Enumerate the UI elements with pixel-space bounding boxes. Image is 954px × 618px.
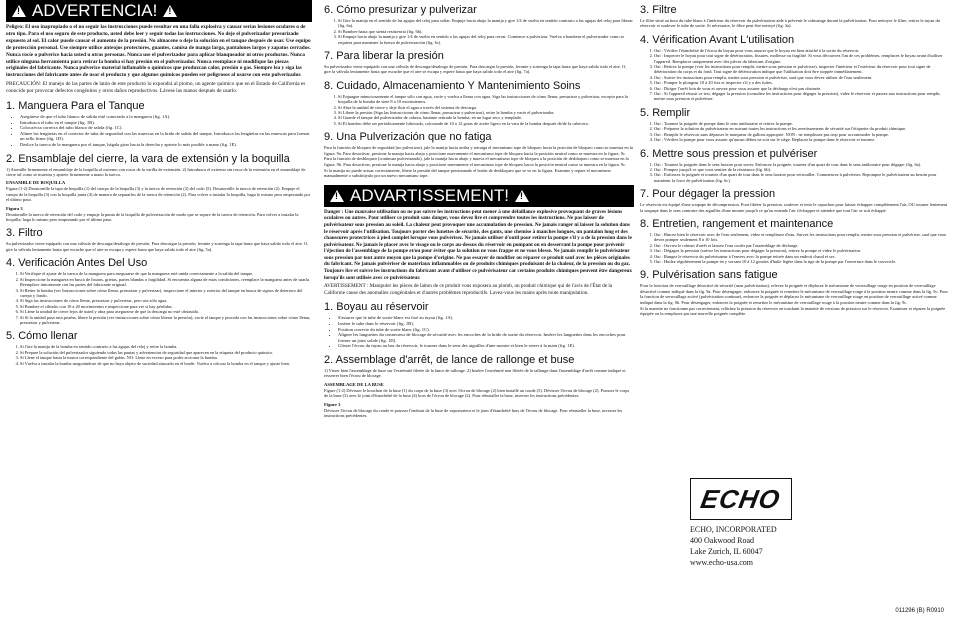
section-title: 8. Entretien, rangement et maintenance [640,217,834,230]
list-item: 2. Oui : Inspecter le boyau pour tout signe de détérioration, fissures, mollesse ou fragilité. Si vous découvrez l'un de ces problèmes, remplacez le boyau avant d'utiliser l'appareil. Remplacer uniquement avec des pièces du fabricant d'origine. [654,53,948,64]
section-text: Le filtre situé au bout du tube blanc à l'intérieur du réservoir du pulvérisateur aide à prévenir le colmatage durant la pulvérisation. Pour nettoyer le filtre, retirer le tuyau du réservoir et soulever le tube de sortie. Si nécessaire, le filtre peut être nettoyé (fig. 3a). [640,18,940,29]
list-item: • Asegúrese de que el tubo blanco de salida esté conectado a la manguera (fig. 1A). [20,114,312,120]
section-list [6,271,312,325]
section-title: 7. Pour dégager la pression [640,188,776,201]
list-item: 5. Sí Bombee el cilindro con 10 a 20 movimientos e inspeccione para ver si hay pérdidas. [20,304,312,309]
list-item: • S'assurer que le tube de sortie blanc est fixé au tuyau (fig. 1A). [338,315,634,321]
list-item: • Glisser l'écrou du tuyau au bas du réservoir, le tourner dans le sens des aiguilles d'une montre et bien le serrer à la main (fig. 1E). [338,343,634,349]
section-list [6,344,312,366]
section-list [6,114,312,148]
list-item: • Coloca/ecta correcta del tubo blanco de salida (fig. 1C). [20,125,312,131]
section-title: 6. Cómo presurizar y pulverizar [324,4,477,16]
section-text: Figure (1-2) Dévisser le bouchon de la buse (1) du corps de la buse (3) avec l'écrou de blocage (2) bien installé au coude (5). Dévisser l'écrou de blocage (2). Pousser le corps de la buse (3) avec le joint d'étanchéité de la buse (4) hors de l'écrou de blocage (2). Pour réinstaller la buse, inverser les instructions précédentes. [324,387,630,399]
section-text: Dévisser l'écrou de blocage du coude et pousser l'embout de la buse de vaporisateur et le joint d'étanchéité hors de l'écrou de blocage. Pour réinstaller la buse, inverser les instructions précédentes. [324,407,623,419]
list-item: 2. Sí Abra la unidad de cierre y deje fluir el agua a través del sistema de descarga. [338,105,634,110]
list-item: 1. Sí Enjuague minuciosamente el tanque sólo con agua, vacíe y vuelva a llenar con agua. Siga las instrucciones de cómo llenar, presurizar y pulverizar, excepto para la boquilla de la bomba de siete 8 a 10 movimientos. [338,94,634,105]
list-item: 5. Sí El hombro debe ser periódicamente lubricado, colocando de 10 a 12 gotas de aceite ligero en la vara de la bomba después de/de la cabecera. [338,121,634,126]
list-item: 7. Oui : Si l'appareil réussit ce test, dégager la pression (consultez les instructions pour dégager la pression), videz le réservoir et passez aux instructions pour remplir, mettre sous pression et pulvériser. [654,91,948,102]
warning-triangle-icon [330,190,344,202]
list-item: 2. Sí Bombee hasta que sienta resistencia (fig. 6b). [338,29,634,34]
section-subhead: Figura 3 [6,205,23,211]
list-item: 4. Oui : Vérifiez la pompe pour vous assurer qu'aucun débris ne soit sur le siège. Replacez la pompe dans le réservoir et tournez. [654,137,948,142]
section-list [640,232,948,264]
section-list [324,315,634,349]
section-text: Desatornille la tuerca de retención del codo y empuje la punta de la boquilla de pulverización de modo que se separe de la tuerca de retención. Para volver a instalar la boquilla, haga lo mismo pero empezando por el último paso. [6,211,299,223]
company-line: Lake Zurich, IL 60047 [690,547,763,556]
section-text: Le réservoir est équipé d'une soupape de décompression. Pour libérer la pression, soulever et tenir le capuchon pour laisser échapper complètement l'air, OU tourner lentement la soupape dans le sens contraire des aiguilles d'une montre jusqu'à ce qu'on entende l'air s'échapper et attendre que tout l'air se soit échappé. [640,202,948,213]
section-list [640,162,948,184]
list-item: 3. Sí Empuje hacia abajo la manija y gire 1/4 de vuelta en sentido a las agujas del reloj para cerrar. Comience a pulverizar. Vuelva a bombear el pulverizador como se requiera para mantener la fuerza de pulverización (fig. 6c). [338,34,634,45]
section-title: 2. Ensamblaje del cierre, la vara de extensión y la boquilla [6,152,290,165]
echo-logo [690,478,792,520]
mixed-column [324,0,634,419]
list-item: 3. Oui : Retirez la pompe (voir les instructions pour remplir, mettre sous pression et pulvériser), inspecter l'intérieur et l'extérieur du réservoir pour tout signe de détérioration du corps et du fond. Tout signe de détérioration indique que l'utilisation doit être stoppée immédiatement. [654,64,948,75]
company-line: www.echo-usa.com [690,558,754,567]
spanish-column [6,0,312,366]
section-subhead: Figure 3 [324,401,341,407]
section-title: 4. Vérification Avant L'utilisation [640,33,795,46]
section-title: 1. Boyau au réservoir [324,301,429,314]
list-item: 2. Oui : Ouvrez le robinet d'arrêt et laissez l'eau couler par l'assemblage de décharge. [654,243,948,248]
section-subhead: ASSEMBLAGE DE LA BUSE [324,381,384,387]
section-subhead: ENSAMBLE DE BOQUILLA [6,180,66,186]
list-item: 3. Oui : Enfoncez la poignée et tournez d'un quart de tour dans le sens horaire pour verrouiller. Commencez à pulvériser. Repompez le pulvérisateur au besoin pour maintenir la force de pulvérisation (fig. 6c). [654,172,948,183]
list-item: 7. Sí Si la unidad pasa esta prueba, libere la presión (ver instrucciones sobre cómo liberar la presión), vacíe el tanque y proceda con las instrucciones sobre cómo llenar, presurizar y pulverizar. [20,315,312,326]
section-title: 5. Remplir [640,106,691,119]
list-item: • Introduzca el tubo en el tanque (fig. 1B). [20,120,312,126]
list-item: 1. Sí Gire la manija de la bomba en sentido contrario a las agujas del reloj y retire la bomba. [20,344,312,349]
section-title: 9. Pulvérisation sans fatigue [640,269,778,282]
list-item: 1. Oui : Tournez la poignée dans le sens horaire pour serrer. Enfoncez la poignée, tournez d'un quart de tour dans le sens antihoraire pour dégager (fig. 6a). [654,162,948,167]
section-title: 2. Assemblage d'arrêt, de lance de rallonge et buse [324,354,575,366]
warning-banner-fr [324,185,634,207]
list-item: 4. Sí Guarde el tanque del pulverizador de cabeza, bastante retirado la bomba, en un lugar seco y templado. [338,115,634,120]
list-item: 4. Sí Vuelva a instalar la bomba asegurándose de que no haya objeto de suciedad atascado en el borde. Vuelva a colocar la bomba en el tanque y ajuste bien. [20,361,312,366]
warning-paragraph: Peligro: El uso inapropiado o el no seguir las instrucciones puede resultar en una falla explosiva y causar serias lesiones oculares o de otro tipo. Para el uso seguro de este producto, usted debe leer y seguir todas las instrucciones. No deje el pulverizador presurizado expuesto al sol. El calor puede causar el aumento de la presión. No almacene o deje la solución en el tanque después de usar. Use equipo de protección personal. Use siempre utilice anteojos protectores, guantes, camisa de manga larga, pantalones largos y zapatos cerrados. Nunca rocíe o pulverice hacia usted u otras personas. Nunca use el pulverizador para aplicar blanqueador ni otros productos. Nunca utilice ninguna herramienta para retirar la bomba si hay presión en el pulverizador. Nunca reemplace ni modifique las piezas originales del fabricante. Nunca pulverice material inflamable o químicos que produzcan calor, presión o gas. Siempre lea y siga las instrucciones del fabricante antes de usar el producto y que algunos químicos pueden ser peligrosos al usarse con este pulverizador. [6,24,311,79]
list-item: 5. Oui : Pomper le plongeur 10 à 20 fois et inspecter s'il y a des fuites. [654,80,948,85]
precaution-paragraph: PRECAUCIÓN: El manejo de las partes de latón de este producto lo expondrá al plomo, un agente químico que en el Estado de California es conocido por provocar defectos congénitos y otros daños reproductivos. Lávese las manos después de usarlo. [6,81,306,95]
list-item: 2. Oui : Préparez la solution du pulvérisateur en suivant toutes les instructions et les avertissements de sécurité sur l'étiquette du produit chimique. [654,126,948,131]
section-text: Si la manija no puede actuar correctamente, libere la presión del tanque presionando el botón de desbloqueo que se ve en la figura. Examine y repare el mecanismo manualmente o substitúyalo por un nuevo mecanismo tope. [324,167,611,179]
list-item: • Alinee las lengüetas en el conector de tuba de seguridad con las muescas en la brida de salida del tanque. Introduzca las lengüetas en las muescas para formar un sello firme (fig. 1D). [20,131,312,142]
list-item: 3. Sí Llene el tanque hasta la marca correspondiente del galón. NO: Llene en exceso para poder accionar la bomba. [20,355,312,360]
section-title: 5. Cómo llenar [6,330,78,343]
french-column [640,0,948,318]
section-text: Para la función de bloqueo de seguridad (no pulverizar), jale la manija hacia arriba y retraiga el mecanismo tope de bloqueo hacia la posición de bloqueo como se muestra en la figura. 9a. Para desactivar, presione la manija hacia abajo y posicione nuevamente el mecanismo tope de bloqueo hacia la posición neutral como se muestra en la figura. 9c. Para la función de desbloqueo (continuar pulverizando), jale la manija hacia abajo y mueva el mecanismo tope de bloqueo a la posición de desbloqueo como se muestra en la figura. 9b. Para desactivar, presione la manija hacia abajo y posicione nuevamente el mecanismo tope de bloqueo hacia la posición neutral como se muestra en la figura. 9c. [324,145,633,167]
section-title: 9. Una Pulverización que no fatiga [324,131,492,144]
list-item: 3. Sí Retire la bomba (ver Instrucciones sobre cómo llenar, presurizar y pulverizar), inspeccione el interior y exterior del tanque en busca de signos de deterioro del cuerpo y fondo. [20,288,312,299]
section-list [324,94,634,126]
section-title: 1. Manguera Para el Tanque [6,100,145,113]
warning-banner-text: ADVERTENCIA! [32,1,158,20]
section-title: 3. Filtro [6,227,43,240]
section-title: 3. Filtre [640,4,677,16]
section-list [640,121,948,143]
list-item: 1. Sí Verifique el ajuste de la tuerca de la manguera para asegurarse de que la manguera esté unida correctamente a la salida del tanque. [20,271,312,276]
list-item: • Aligner les languettes du connecteur de blocage de sécurité avec les encoches de la bride de sortie du réservoir. Insérer les languettes dans les encoches pour former un joint solide (fig. 1D). [338,332,634,343]
section-list [640,48,948,102]
list-item: 3. Oui : Remplir le réservoir sans dépasser le marqueur de gallons approprié. NON : ne remplissez pas trop pour accommoder la pompe. [654,132,948,137]
section-list [324,18,634,45]
section-title: 7. Para liberar la presión [324,50,444,63]
list-item: 6. Oui : Diriger l'arrêt loin de vous et ouvrez pour vous assurer que la décharge n'est pas obstruée. [654,86,948,91]
list-item: 2. Sí Inspeccione la manguera en busca de fisuras, grietas, partes blandas o fragilidad. Si encuentra alguna de estas condiciones, reemplace la manguera antes de usarla. Reemplace únicamente con las partes del fabricante original. [20,277,312,288]
section-title: 4. Verificación Antes Del Uso [6,257,148,270]
list-item: 6. Sí Llene la unidad de cierre lejos de usted y abra para asegurarse de que la descarga no esté obstruida. [20,309,312,314]
list-item: 4. Oui : Rangez le réservoir du pulvérisateur à l'envers avec la pompe retirée dans un endroit chaud et sec. [654,254,948,259]
list-item: 4. Oui : Suivre les instructions pour remplir, mettre sous pression et pulvériser, sauf que vous devez utiliser de l'eau seulement. [654,75,948,80]
section-text: Figura (1-2) Desatornille la tapa de boquilla (1) del cuerpo de la boquilla (3) y la tuerca de retención (2) del codo (5). Desatornille la tuerca de retención (2). Empuje el cuerpo de la boquilla (3) con la boquilla junta (4) de manera de separarlos de la tuerca de retención (2). Para volver a instalar la boquilla, haga lo mismo pero empezando por el último paso. [6,186,311,203]
section-text: Si la manette ne fonctionne pas correctement, relâchez la pression du réservoir en touchant la manette de versions de pression sur le réservoir. Examinez et réparez la poignée équipée ou la remplacez par une nouvelle poignée complète. [640,306,946,317]
warning-banner-text: ADVARTISSEMENT! [350,185,510,205]
list-item: 3. Sí Libere la presión (Siga las Instrucciones de cómo llenar, presurizar y pulverizar), retire la bomba y vacíe el pulverizador. [338,110,634,115]
list-item: 4. Sí Siga las instrucciones de cómo llenar, presurizar y pulverizar, pero use sólo agua. [20,298,312,303]
list-item: • Position correcte du tube de sortie blanc (fig. 1C). [338,327,634,333]
warning-triangle-icon [163,5,177,17]
document-number: 011296 (B) R0910 [895,608,944,614]
section-text: Su pulverizador viene equipado con una válvula de descarga/desahogo de presión. Para descargar la presión, levante y sostenga la tapa hasta que haya salido todo el aire. O, gire la válvula lentamente hasta que escuche que el aire se escapa y espere hasta que haya salido todo el aire (fig. 7a). [324,64,627,75]
list-item: 1. Oui : Vérifier l'étanchéité de l'écrou du boyau pour vous assurer que le boyau est bien attaché à la sortie du réservoir. [654,48,948,53]
list-item: • Insérer le tube dans le réservoir (fig. 1B). [338,321,634,327]
list-item: 1. Oui : Rincez bien le réservoir avec de l'eau seulement, videz et remplissez d'eau. Suivez les instructions pour remplir, mettre sous pression et pulvériser, sauf que vous devez pomper seulement 8 à 10 fois. [654,232,948,243]
logo-text: ECHO [698,483,784,514]
list-item: 1. Oui : Tournez la poignée de pompe dans le sens antihoraire et retirez la pompe. [654,121,948,126]
section-text: Su pulverizador viene equipado con una válvula de descarga/desahogo de presión. Para descargar la presión, levante y sostenga la tapa hasta que haya salido todo el aire. O, gire la válvula lentamente hasta que escuche que el aire se escapa y espere hasta que haya salido todo el aire (fig. 5a). [6,241,309,252]
list-item: 2. Sí Prepare la solución del pulverizador siguiendo todas las pautas y advertencias de seguridad que aparecen en la etiqueta del producto químico. [20,350,312,355]
list-item: 1. Sí Gire la manija en el sentido de las agujas del reloj para soltar. Empuje hacia abajo la manija y gire 1/4 de vuelta en sentido contrario a las agujas del reloj para liberar (fig. 6a). [338,18,634,29]
avert-paragraph: AVERTISSEMENT : Manipuler les pièces de laiton de ce produit vous exposera au plomb, un produit chimique qui de l'avis de l'État de la Californie cause des anomalies congénitales et d'autres problèmes reproductifs. Lavez-vous les mains après toute manipulation. [324,283,613,296]
warning-triangle-icon [12,5,26,17]
list-item: 2. Oui : Pompez jusqu'à ce que vous sentiez de la résistance (fig. 6b). [654,167,948,172]
list-item: 3. Oui : Dégagez la pression (suivez les instructions pour dégager la pression), retirez la pompe et videz le pulvérisateur. [654,248,948,253]
company-line: ECHO, INCORPORATED [690,525,777,534]
list-item: 5. Oui : Huilez régulièrement la pompe en y versant 10 à 12 gouttes d'huile légère dans la tige de la pompe par l'ouverture dans le couvercle. [654,259,948,264]
list-item: • Deslice la tuerca de la manguera por el tanque, hágala girar hacia la derecha y apriete lo más posible a mano (fig. 1E). [20,142,312,148]
section-text: 1) Atornille firmemente el ensamblaje de la boquilla al extremo con rosca de la varilla de extensión. 2) Introduzca el extremo sin rosca de la extensión en el ensamblaje de cierre tal como se muestra y apriete firmemente a mano la tuerca. [6,166,306,178]
company-line: 400 Oakwood Road [690,536,754,545]
section-text: 1) Visser bien l'assemblage de buse sur l'extrémité filetée de la lance de rallonge. 2) Insérer l'extrémité non filetée de la rallonge dans l'assemblage d'arrêt comme indiqué et resserrer bien l'écrou de blocage. [324,368,626,379]
section-title: 8. Cuidado, Almacenamiento Y Mantenimiento Soins [324,79,581,92]
section-text: Pour la fonction de verrouillage désactivé de sécurité (sans pulvérisation), relevez la poignée et déplacez le mécanisme de verrouillage rouge en position de verrouillage désactivé comme indiqué dans la fig. 9a. Pour désengager, enfoncez la poignée et remettez le mécanisme de verrouillage rouge à la position neutre comme dans la fig. 9c. Pour la fonction de verrouillage activé (pulvérisation continue), enfoncez la poignée et déplacez le mécanisme de verrouillage rouge en position de verrouillage activé comme indiqué dans la fig. 9b. Pour désengager, enfoncez la poignée et remettez le mécanisme de verrouillage rouge à la position neutre comme dans la fig. 9c. [640,283,948,305]
danger-paragraph: Danger : Une mauvaise utilisation ou ne pas suivre les instructions peut mener à une défaillance explosive provoquant de graves lésions oculaires ou autres. Pour utiliser ce produit sans danger, vous devez lire et comprendre toutes les instructions. Ne pas laisser de pulvérisateur sous pression au soleil. La chaleur peut provoquer une accumulation de pression. Ne jamais ranger ni laisser la solution dans le réservoir après l'utilisation. Toujours porter des lunettes de sécurité, des gants, une chemise à manches longues, un pantalon long et des chaussures protectrices à pied complet lorsque vous pulvérisez. Ne jamais utiliser d'outil pour retirer la pompe s'il y a de la pression dans le pulvérisateur. Ne jamais le placer avec le visage ou le corps au-dessus du réservoir en pompant ou en desserrant la pompe pour prévenir l'éjection de l'assemblage de la pompe et/ou pour éviter que la solution ne vous frappe et ne vous blesse. Ne jamais remplir le pulvérisateur sous pression par tout autre moyen que la pompe d'origine. Ne pas essayer de modifier ou réparer ce produit sauf avec les pièces originales du fabricant. Ne jamais pulvériser de matériaux inflammables ou de produits chimiques produisant de la chaleur, de la pression ou du gaz. Toujours lire et suivre les instructions du fabricant avant d'utiliser ce pulvérisateur car certains produits chimiques peuvent être dangereux lorsqu'ils sont utilisés avec ce pulvérisateur. [324,208,632,281]
company-address [690,524,777,568]
warning-banner-es [6,0,312,22]
warning-triangle-icon [515,190,529,202]
section-title: 6. Mettre sous pression et pulvériser [640,147,818,160]
